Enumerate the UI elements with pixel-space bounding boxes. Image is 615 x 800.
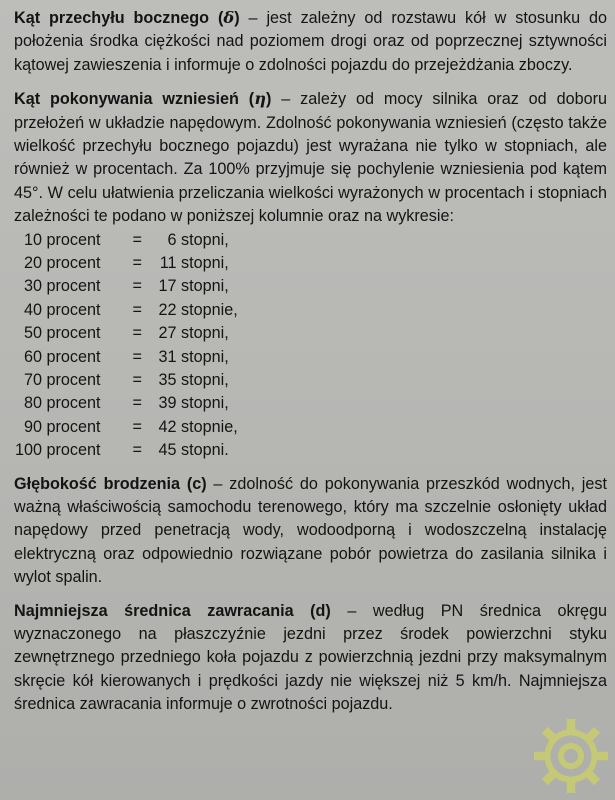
conversion-row <box>14 229 607 252</box>
conversion-row <box>14 322 607 345</box>
conversion-equals: = <box>132 277 142 296</box>
term-turning-diameter: Najmniejsza średnica zawracania (d) <box>14 601 331 620</box>
conversion-row <box>14 439 607 462</box>
text-side-tilt: – jest zależny od rozstawu kół w stosunku do położenia środka ciężkości nad poziomem drogi oraz od poprzecznej sztywności kątowej zawieszenia i informuje o zdolności pojazdu do przejeżdżania zboczy. <box>14 9 608 74</box>
conversion-degree-unit: stopni, <box>181 324 229 343</box>
conversion-percent-word: procent <box>46 324 101 343</box>
term-climbing-angle: Kąt pokonywania wzniesień (η) <box>14 89 272 109</box>
text-wading-depth: – zdolność do pokonywania przeszkód wodnych, jest ważną właściwością samochodu terenowego, który ma szczelnie osłonięty układ napędowy przed penetracją wody, wodoodporną i wodoszczelną instalację elektryczną oraz odpowiednio rozwiązane pobór powietrza do zasilania silnika i wylot spalin. <box>14 474 607 587</box>
symbol-delta: δ <box>223 8 235 27</box>
conversion-equals: = <box>132 394 142 413</box>
conversion-row <box>14 392 607 415</box>
conversion-equals: = <box>132 324 142 343</box>
conversion-percent-value: 50 <box>23 324 42 343</box>
conversion-percent-word: procent <box>46 417 101 436</box>
conversion-percent-value: 90 <box>23 417 42 436</box>
conversion-degree-unit: stopni, <box>181 394 229 413</box>
symbol-eta: η <box>254 89 266 109</box>
paragraph-turning-diameter <box>14 600 607 717</box>
conversion-equals: = <box>132 371 142 389</box>
conversion-equals: = <box>132 254 142 273</box>
conversion-degree-value: 17 <box>158 277 177 296</box>
conversion-degree-unit: stopni, <box>181 230 229 249</box>
text-turning-diameter: – według PN średnica okręgu wyznaczonego na płaszczyźnie jezdni przez środek powierzchni styku zewnętrznego przedniego koła pojazdu z powierzchnią jezdni przy maksymalnym skręcie kół kierowanych i prędkości jazdy nie większej niż 5 km/h. Najmniejsza średnica zawracania informuje o zwrotności pojazdu. <box>14 601 607 714</box>
conversion-list <box>14 229 607 463</box>
conversion-equals: = <box>132 347 142 366</box>
conversion-percent-value: 20 <box>23 254 42 273</box>
conversion-row <box>14 369 607 392</box>
text-climbing-angle: – zależy od mocy silnika oraz od doboru przełożeń w układzie napędowym. Zdolność pokonywania wzniesień (często także wielkość przechyłu bocznego pojazdu) jest wyrażana nie tylko w stopniach, ale również w procentach. Za 100% przyjmuje się pochylenie wzniesienia pod kątem 45°. W celu ułatwienia przeliczania wielkości wyrażonych w procentach i stopniach zależności te podano w poniższej kolumnie oraz na wykresie: <box>14 90 607 226</box>
conversion-degree-value: 6 <box>167 230 177 249</box>
gear-watermark-icon <box>529 714 613 798</box>
conversion-percent-word: procent <box>46 254 101 273</box>
conversion-degree-value: 35 <box>158 371 177 389</box>
conversion-degree-unit: stopnie, <box>181 300 238 319</box>
conversion-percent-word: procent <box>46 277 101 296</box>
conversion-degree-unit: stopni. <box>181 441 229 460</box>
conversion-degree-unit: stopni, <box>181 347 229 366</box>
conversion-degree-value: 45 <box>158 441 177 460</box>
conversion-degree-value: 31 <box>158 347 177 366</box>
term-side-tilt: Kąt przechyłu bocznego (δ) <box>14 8 240 27</box>
paragraph-wading-depth <box>14 473 607 590</box>
conversion-percent-value: 10 <box>23 230 42 249</box>
conversion-degree-unit: stopnie, <box>181 417 238 436</box>
conversion-equals: = <box>132 441 142 460</box>
conversion-percent-word: procent <box>46 230 101 249</box>
conversion-degree-value: 27 <box>158 324 177 343</box>
conversion-row <box>14 275 607 298</box>
conversion-row <box>14 416 607 439</box>
conversion-equals: = <box>132 300 142 319</box>
conversion-degree-value: 11 <box>159 254 177 273</box>
conversion-percent-word: procent <box>46 371 101 389</box>
conversion-percent-value: 70 <box>23 371 42 389</box>
conversion-percent-word: procent <box>46 347 101 366</box>
conversion-equals: = <box>132 417 142 436</box>
conversion-equals: = <box>132 230 142 249</box>
conversion-row <box>14 346 607 369</box>
conversion-row <box>14 252 607 275</box>
conversion-degree-unit: stopni, <box>181 254 229 273</box>
paragraph-climbing-angle <box>14 87 607 228</box>
conversion-percent-word: procent <box>46 394 101 413</box>
conversion-degree-unit: stopni, <box>181 277 229 296</box>
conversion-degree-value: 22 <box>158 300 177 319</box>
conversion-percent-value: 80 <box>23 394 42 413</box>
conversion-percent-value: 60 <box>23 347 42 366</box>
conversion-degree-value: 42 <box>158 417 177 436</box>
conversion-degree-unit: stopni, <box>181 371 229 389</box>
conversion-percent-word: procent <box>46 300 101 319</box>
conversion-row <box>14 299 607 322</box>
conversion-percent-word: procent <box>46 441 101 460</box>
conversion-percent-value: 100 <box>14 441 42 460</box>
paragraph-side-tilt <box>14 6 607 77</box>
term-wading-depth: Głębokość brodzenia (c) <box>14 474 207 493</box>
conversion-degree-value: 39 <box>158 394 177 413</box>
conversion-percent-value: 40 <box>23 300 42 319</box>
conversion-percent-value: 30 <box>23 277 42 296</box>
